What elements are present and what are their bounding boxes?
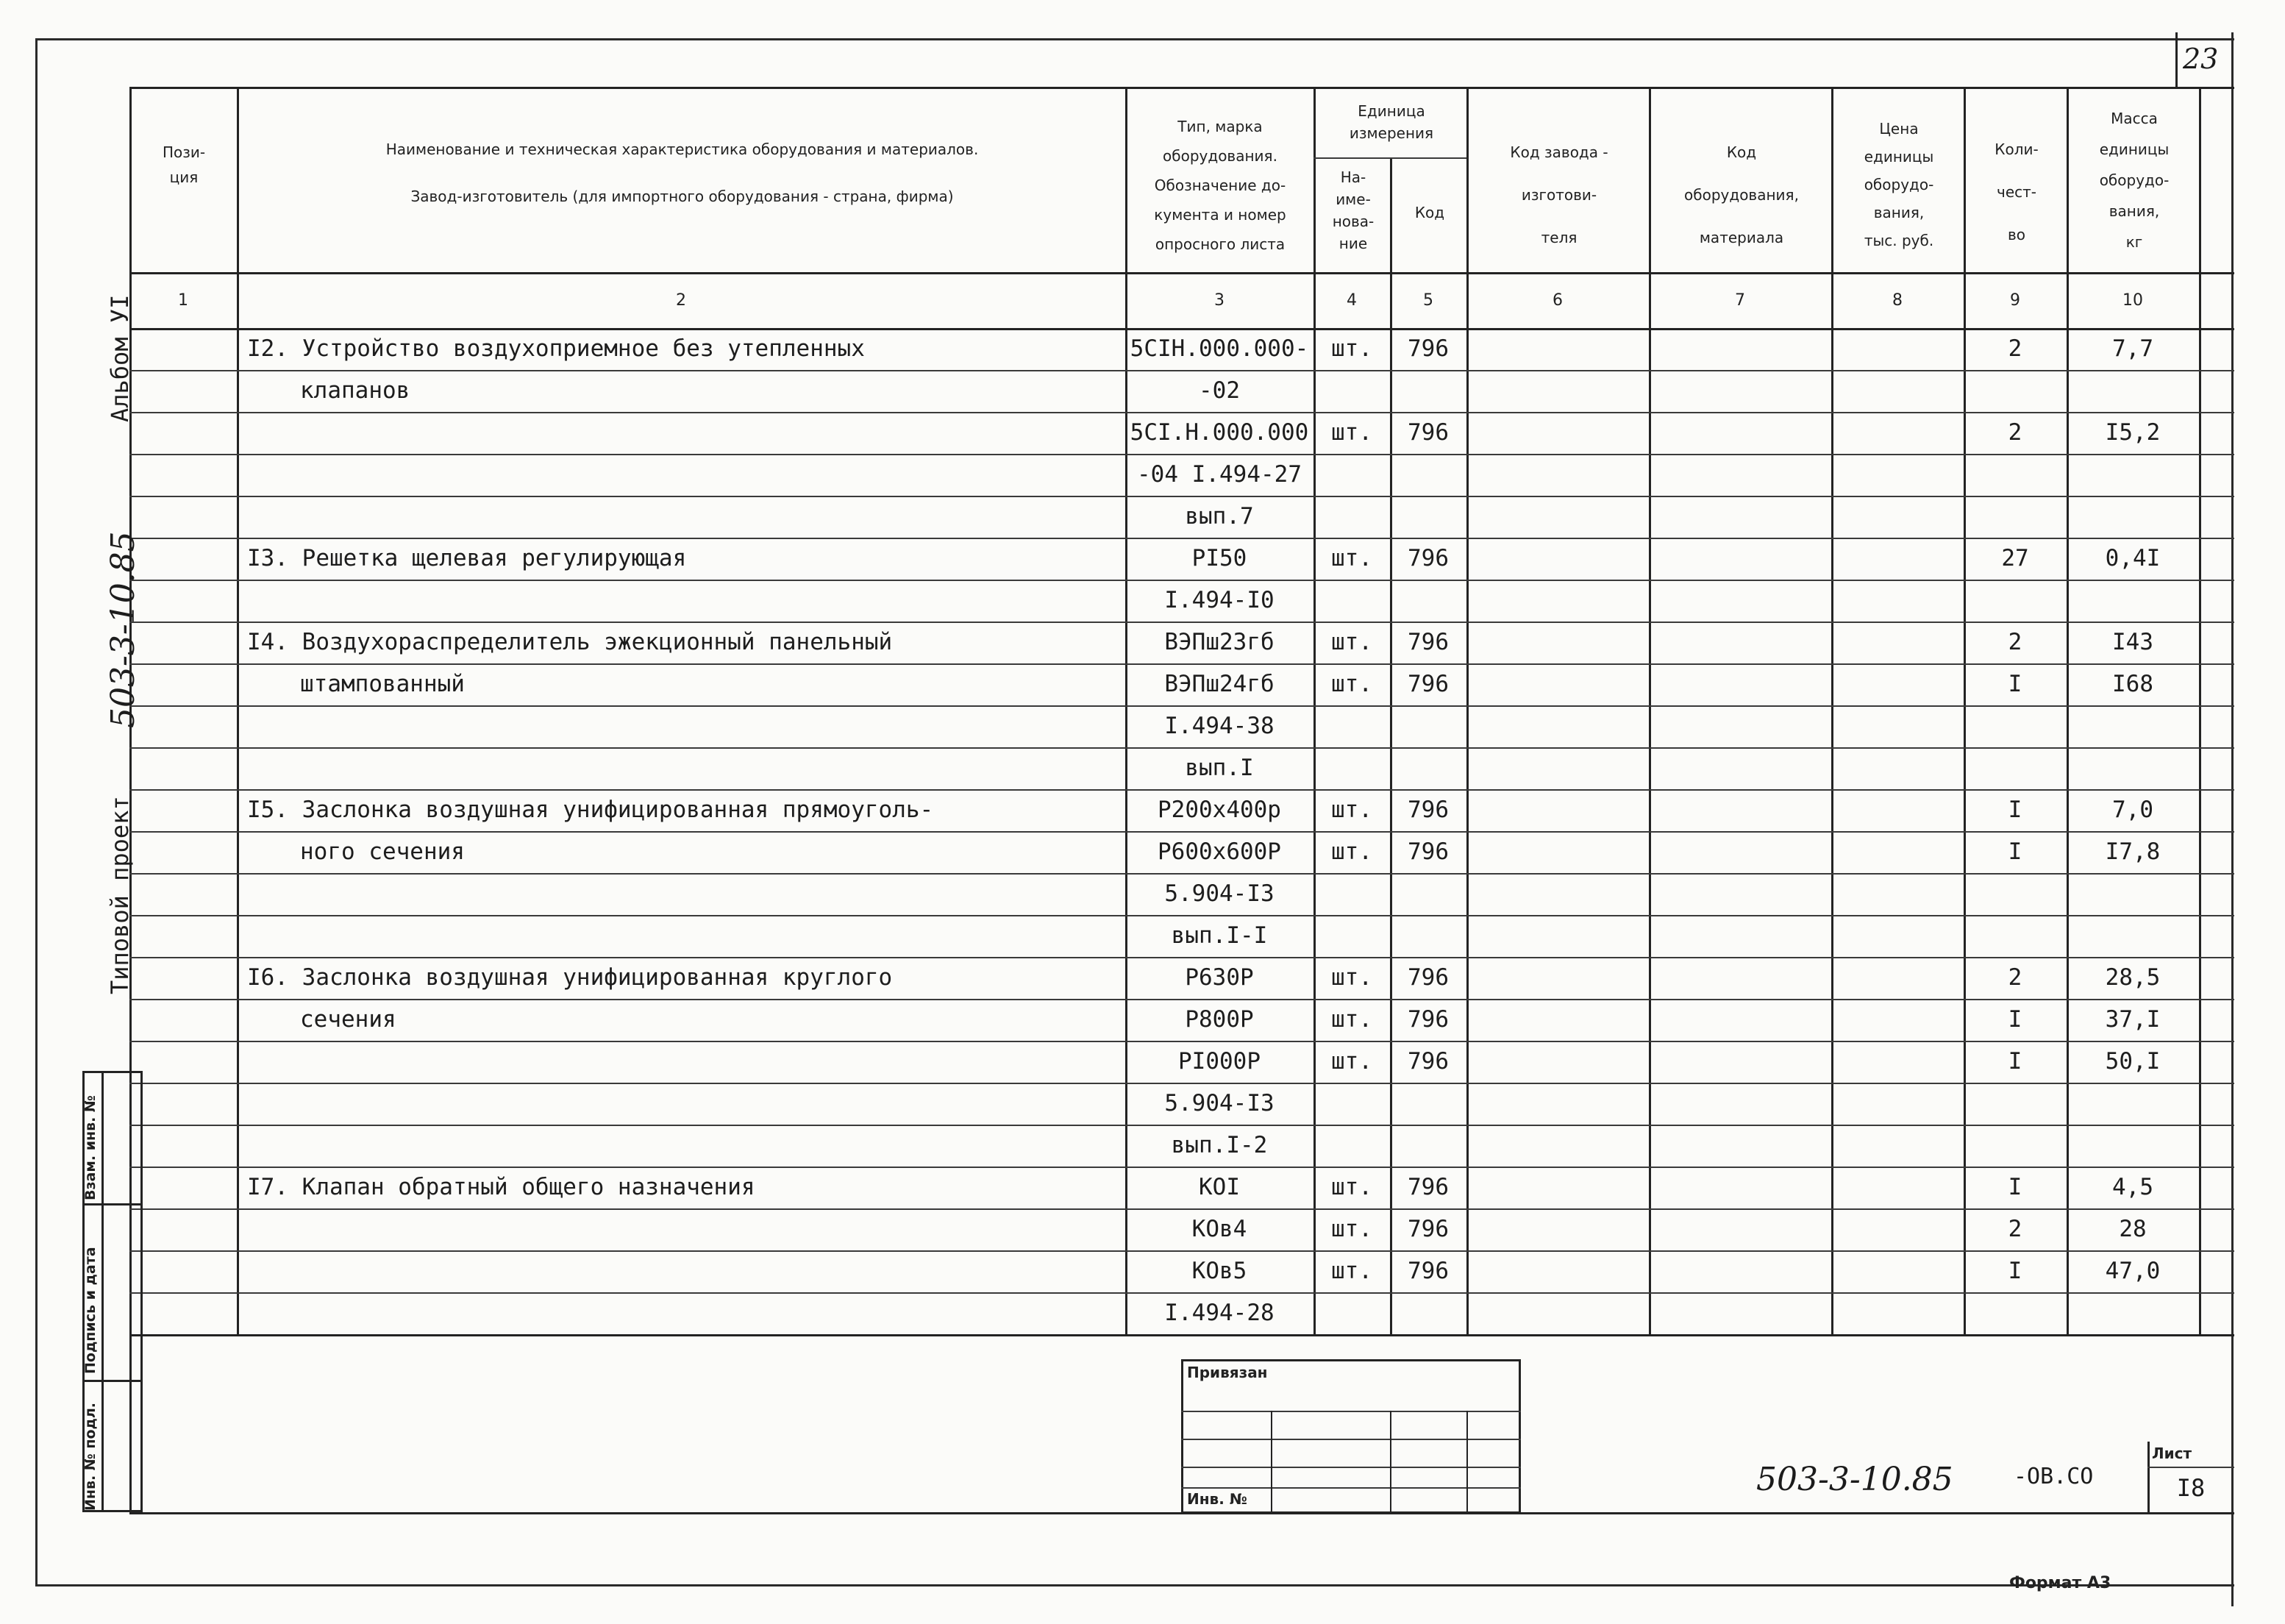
cell-type: I.494-I0	[1164, 587, 1275, 613]
cell-mass: 50,I	[2105, 1048, 2161, 1075]
unit-header-divider	[1313, 157, 1466, 159]
header-bottom	[129, 272, 2234, 274]
frame-top	[35, 38, 2234, 40]
cell-code: 796	[1408, 1048, 1449, 1075]
cell-type: вып.I-2	[1171, 1132, 1268, 1158]
cell-code: 796	[1408, 419, 1449, 446]
header-type: Тип, марка оборудования. Обозначение до- кумента и номер опросного листа	[1154, 118, 1286, 253]
cell-qty: I	[2008, 1048, 2022, 1075]
cell-type: 5CI.H.000.000	[1130, 419, 1309, 446]
colnum-bottom	[129, 328, 2234, 330]
cell-qty: 27	[2001, 545, 2029, 571]
sheet-box-divider	[2147, 1467, 2234, 1468]
row-divider	[129, 873, 2234, 875]
cell-unit: шт.	[1331, 419, 1372, 446]
col-line	[1649, 87, 1651, 1334]
cell-qty: I	[2008, 838, 2022, 865]
cell-unit: шт.	[1331, 629, 1372, 655]
cell-qty: I	[2008, 1258, 2022, 1284]
header-quantity: Коли- чест- во	[1995, 140, 2039, 243]
cell-code: 796	[1408, 1258, 1449, 1284]
cell-type: KOI	[1199, 1174, 1240, 1200]
cell-type: KOв4	[1191, 1216, 1247, 1242]
cell-type: P630P	[1185, 964, 1254, 991]
cell-qty: I	[2008, 797, 2022, 823]
cell-mass: 7,0	[2112, 797, 2153, 823]
cell-code: 796	[1408, 838, 1449, 865]
cell-type: KOв5	[1191, 1258, 1247, 1284]
column-number: 2	[676, 291, 686, 310]
cell-code: 796	[1408, 964, 1449, 991]
sheet-label: Лист	[2152, 1445, 2192, 1462]
header-mass: Масса единицы оборудо- вания, кг	[2099, 110, 2170, 251]
row-divider	[129, 1292, 2234, 1294]
col-line	[1831, 87, 1833, 1334]
cell-unit: шт.	[1331, 1006, 1372, 1033]
cell-type: ВЭПш23гб	[1164, 629, 1275, 655]
row-divider	[129, 1083, 2234, 1084]
row-divider	[129, 370, 2234, 371]
binding-line	[1181, 1487, 1521, 1489]
col-line	[1466, 87, 1469, 1334]
col-line	[1964, 87, 1966, 1334]
cell-mass: I43	[2112, 629, 2153, 655]
approval-signature-date: Подпись и дата	[82, 1247, 99, 1374]
row-divider	[129, 412, 2234, 413]
cell-unit: шт.	[1331, 1048, 1372, 1075]
row-divider	[129, 747, 2234, 749]
cell-type: 5.904-I3	[1164, 880, 1275, 907]
cell-type: P800P	[1185, 1006, 1254, 1033]
column-number: 7	[1735, 291, 1745, 310]
cell-name: I6. Заслонка воздушная унифицированная круглого	[247, 964, 893, 991]
table-top	[129, 87, 2234, 89]
cell-type: 5.904-I3	[1164, 1090, 1275, 1116]
cell-qty: I	[2008, 671, 2022, 697]
cell-mass: 7,7	[2112, 335, 2153, 362]
cell-unit: шт.	[1331, 545, 1372, 571]
approval-block-line	[82, 1203, 143, 1205]
column-number: 6	[1553, 291, 1563, 310]
row-divider	[129, 496, 2234, 497]
col-line	[2067, 87, 2069, 1334]
col-line	[237, 87, 239, 1334]
side-label-project-type: Типовой проект	[106, 796, 134, 994]
format-label: Формат А3	[2009, 1574, 2111, 1592]
row-divider	[129, 1041, 2234, 1042]
cell-code: 796	[1408, 335, 1449, 362]
cell-unit: шт.	[1331, 1258, 1372, 1284]
column-number: 5	[1423, 291, 1433, 310]
cell-unit: шт.	[1331, 1216, 1372, 1242]
header-plant-code: Код завода - изготови- теля	[1510, 143, 1608, 246]
cell-type: вып.I	[1185, 755, 1254, 781]
cell-mass: I5,2	[2105, 419, 2161, 446]
binding-inv-label: Инв. №	[1187, 1490, 1247, 1508]
approval-replacement-inv: Взам. инв. №	[82, 1095, 99, 1200]
column-number: 8	[1892, 291, 1903, 310]
row-divider	[129, 1167, 2234, 1168]
cell-type: P600x600P	[1158, 838, 1281, 865]
cell-name: I5. Заслонка воздушная унифицированная прямоуголь-	[247, 797, 934, 823]
cell-code: 796	[1408, 1174, 1449, 1200]
approval-block-line	[82, 1380, 143, 1382]
row-divider	[129, 999, 2234, 1000]
cell-mass: 0,4I	[2105, 545, 2161, 571]
binding-line	[1181, 1411, 1521, 1412]
column-number: 3	[1214, 291, 1225, 310]
row-divider	[129, 915, 2234, 916]
cell-unit: шт.	[1331, 335, 1372, 362]
header-position: Пози- ция	[162, 143, 206, 186]
cell-code: 796	[1408, 1006, 1449, 1033]
table-bottom	[129, 1334, 2234, 1336]
cell-type: P200x400p	[1158, 797, 1281, 823]
cell-qty: 2	[2008, 1216, 2022, 1242]
column-number: 10	[2122, 291, 2143, 310]
cell-unit: шт.	[1331, 1174, 1372, 1200]
header-name: Наименование и техническая характеристика оборудования и материалов. Завод-изготовитель (для импортного оборудования - страна, фирма)	[385, 140, 979, 205]
frame-bottom	[35, 1584, 2234, 1586]
header-price: Цена единицы оборудо- вания, тыс. руб.	[1864, 120, 1934, 249]
cell-name: сечения	[300, 1006, 396, 1033]
row-divider	[129, 663, 2234, 665]
cell-mass: 28,5	[2105, 964, 2161, 991]
cell-name: I3. Решетка щелевая регулирующая	[247, 545, 687, 571]
cell-code: 796	[1408, 1216, 1449, 1242]
page-number: 23	[2183, 43, 2219, 75]
row-divider	[129, 454, 2234, 455]
side-label-album: Альбом УI	[106, 294, 134, 422]
cell-type: PI000P	[1178, 1048, 1261, 1075]
col-line	[2199, 87, 2201, 1334]
col-line	[1313, 87, 1316, 1334]
cell-mass: 4,5	[2112, 1174, 2153, 1200]
header-unit-name: На- име- нова- ние	[1332, 168, 1375, 252]
sheet-number: I8	[2176, 1474, 2206, 1502]
binding-line	[1181, 1467, 1521, 1468]
cell-mass: 37,I	[2105, 1006, 2161, 1033]
cell-type: вып.I-I	[1171, 922, 1268, 949]
header-equipment-code: Код оборудования, материала	[1684, 143, 1799, 246]
approval-block-divider	[101, 1071, 104, 1512]
cell-qty: 2	[2008, 419, 2022, 446]
document-code-handwritten: 503-3-10.85	[1756, 1461, 1953, 1498]
binding-line	[1181, 1439, 1521, 1440]
cell-mass: 47,0	[2105, 1258, 2161, 1284]
cell-code: 796	[1408, 629, 1449, 655]
cell-qty: 2	[2008, 335, 2022, 362]
row-divider	[129, 580, 2234, 581]
cell-unit: шт.	[1331, 838, 1372, 865]
cell-unit: шт.	[1331, 671, 1372, 697]
cell-unit: шт.	[1331, 964, 1372, 991]
row-divider	[129, 1250, 2234, 1252]
cell-qty: I	[2008, 1006, 2022, 1033]
cell-qty: 2	[2008, 629, 2022, 655]
binding-col	[1390, 1411, 1391, 1514]
frame-left	[35, 38, 38, 1586]
cell-code: 796	[1408, 797, 1449, 823]
row-divider	[129, 1208, 2234, 1210]
cell-unit: шт.	[1331, 797, 1372, 823]
binding-col	[1466, 1411, 1468, 1514]
cell-name: I2. Устройство воздухоприемное без утепленных	[247, 335, 865, 362]
header-unit-code: Код	[1414, 204, 1445, 221]
cell-type: I.494-28	[1164, 1300, 1275, 1326]
page-number-box	[2175, 32, 2178, 87]
cell-type: PI50	[1191, 545, 1247, 571]
cell-code: 796	[1408, 671, 1449, 697]
column-number: 1	[178, 291, 188, 310]
row-divider	[129, 1125, 2234, 1126]
approval-inv-original: Инв. № подл.	[82, 1402, 99, 1511]
frame-right	[2231, 32, 2234, 1606]
binding-col	[1271, 1411, 1272, 1514]
cell-code: 796	[1408, 545, 1449, 571]
row-divider	[129, 705, 2234, 707]
cell-qty: I	[2008, 1174, 2022, 1200]
cell-mass: I7,8	[2105, 838, 2161, 865]
binding-title: Привязан	[1187, 1364, 1268, 1381]
cell-name: I4. Воздухораспределитель эжекционный панельный	[247, 629, 893, 655]
side-label-project-code: 503-3-10.85	[104, 531, 142, 728]
column-number: 9	[2010, 291, 2020, 310]
cell-type: вып.7	[1185, 503, 1254, 530]
document-code-suffix: -OB.CO	[2014, 1464, 2094, 1489]
cell-name: клапанов	[300, 377, 410, 404]
row-divider	[129, 789, 2234, 791]
row-divider	[129, 622, 2234, 623]
cell-mass: 28	[2119, 1216, 2147, 1242]
header-unit: Единица измерения	[1349, 102, 1434, 142]
row-divider	[129, 538, 2234, 539]
cell-mass: I68	[2112, 671, 2153, 697]
cell-type: -04 I.494-27	[1137, 461, 1302, 488]
cell-type: -02	[1199, 377, 1240, 404]
cell-name: I7. Клапан обратный общего назначения	[247, 1174, 755, 1200]
cell-type: 5CIH.000.000-	[1130, 335, 1309, 362]
column-number: 4	[1347, 291, 1357, 310]
cell-name: штампованный	[300, 671, 465, 697]
cell-name: ного сечения	[300, 838, 465, 865]
cell-qty: 2	[2008, 964, 2022, 991]
cell-type: I.494-38	[1164, 713, 1275, 739]
row-divider	[129, 957, 2234, 958]
row-divider	[129, 831, 2234, 833]
cell-type: ВЭПш24гб	[1164, 671, 1275, 697]
